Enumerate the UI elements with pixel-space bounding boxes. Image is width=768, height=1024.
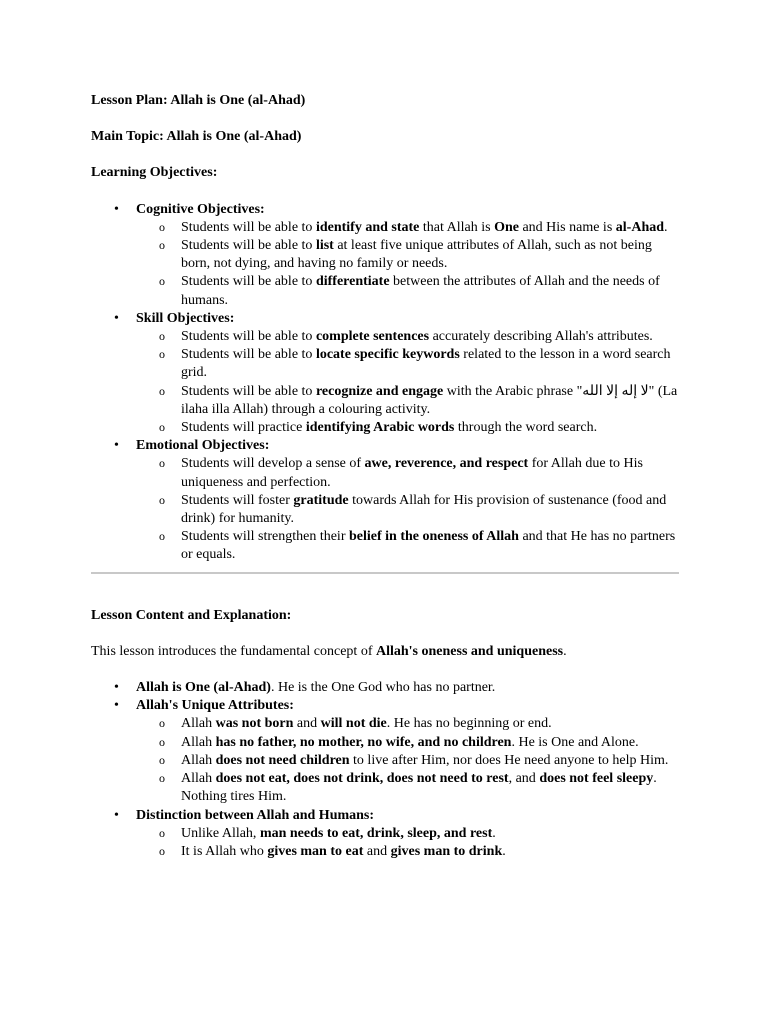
list-item: o Allah does not need children to live after Him, nor does He need anyone to help Him. — [136, 752, 679, 770]
list-item: o Students will foster gratitude towards Allah for His provision of sustenance (food and drink) for humanity. — [136, 492, 679, 528]
list-item: o Allah was not born and will not die. He has no beginning or end. — [136, 715, 679, 733]
objectives-list — [91, 201, 679, 565]
list-item: o Students will be able to differentiate between the attributes of Allah and the needs of humans. — [136, 273, 679, 309]
cognitive-objectives: • Cognitive Objectives: o Students will be able to identify and state that Allah is One and His name is al-Ahad. o Students will be able to list at least five unique attributes of Allah, such as not being born, not dying, and having no family or needs. o Students will be able to differentiate between the attributes of Allah and the needs of humans. — [91, 201, 679, 310]
skill-list — [136, 328, 679, 437]
allah-is-one: • Allah is One (al-Ahad). He is the One God who has no partner. — [91, 679, 679, 697]
list-item: o Students will be able to list at least five unique attributes of Allah, such as not being born, not dying, and having no family or needs. — [136, 237, 679, 273]
unique-attributes: • Allah's Unique Attributes: o Allah was not born and will not die. He has no beginning or end. o Allah has no father, no mother, no wife, and no children. He is One and Alone. o Allah does not need children to live after Him, nor does He need anyone to help Him. o Allah does not eat, does not drink, does not need to rest, and does not feel sleepy. Nothing tires Him. — [91, 697, 679, 806]
list-item: o Students will be able to identify and state that Allah is One and His name is al-Ahad. — [136, 219, 679, 237]
cognitive-list — [136, 219, 679, 310]
distinction-section: • Distinction between Allah and Humans: o Unlike Allah, man needs to eat, drink, sleep, and rest. o It is Allah who gives man to eat and gives man to drink. — [91, 807, 679, 862]
list-item: o Students will be able to complete sentences accurately describing Allah's attributes. — [136, 328, 679, 346]
emotional-list — [136, 455, 679, 564]
arabic-phrase: لا إله إلا الله — [582, 383, 649, 399]
list-item: o Students will strengthen their belief in the oneness of Allah and that He has no partners or equals. — [136, 528, 679, 564]
distinction-list — [136, 825, 679, 861]
document-page — [91, 92, 679, 861]
intro-paragraph: This lesson introduces the fundamental concept of Allah's oneness and uniqueness. — [91, 643, 567, 659]
list-item: o Students will be able to recognize and engage with the Arabic phrase "لا إله إلا الله" (La ilaha illa Allah) through a colouring activity. — [136, 383, 679, 419]
objectives-heading: Learning Objectives: — [91, 165, 218, 181]
content-list — [91, 679, 679, 861]
list-item: o Students will develop a sense of awe, reverence, and respect for Allah due to His uniqueness and perfection. — [136, 455, 679, 491]
list-item: o Students will practice identifying Arabic words through the word search. — [136, 419, 679, 437]
attributes-list — [136, 715, 679, 806]
list-item: o It is Allah who gives man to eat and gives man to drink. — [136, 843, 679, 861]
list-item: o Students will be able to locate specific keywords related to the lesson in a word search grid. — [136, 346, 679, 382]
list-item: o Allah does not eat, does not drink, does not need to rest, and does not feel sleepy. Nothing tires Him. — [136, 770, 679, 806]
main-topic: Main Topic: Allah is One (al-Ahad) — [91, 129, 302, 145]
lesson-title: Lesson Plan: Allah is One (al-Ahad) — [91, 93, 306, 108]
content-heading: Lesson Content and Explanation: — [91, 607, 292, 623]
list-item: o Allah has no father, no mother, no wife, and no children. He is One and Alone. — [136, 734, 679, 752]
horizontal-divider — [91, 572, 679, 574]
list-item: o Unlike Allah, man needs to eat, drink, sleep, and rest. — [136, 825, 679, 843]
skill-objectives: • Skill Objectives: o Students will be able to complete sentences accurately describing Allah's attributes. o Students will be able to locate specific keywords related to the lesson in a word search grid. o Students will be able to recognize and engage with the Arabic phrase "لا إله إلا الله" (La ilaha illa Allah) through a colouring activity. o Students will practice identifying Arabic words through the word search. — [91, 310, 679, 437]
emotional-objectives: • Emotional Objectives: o Students will develop a sense of awe, reverence, and respect for Allah due to His uniqueness and perfection. o Students will foster gratitude towards Allah for His provision of sustenance (food and drink) for humanity. o Students will strengthen their belief in the oneness of Allah and that He has no partners or equals. — [91, 437, 679, 564]
